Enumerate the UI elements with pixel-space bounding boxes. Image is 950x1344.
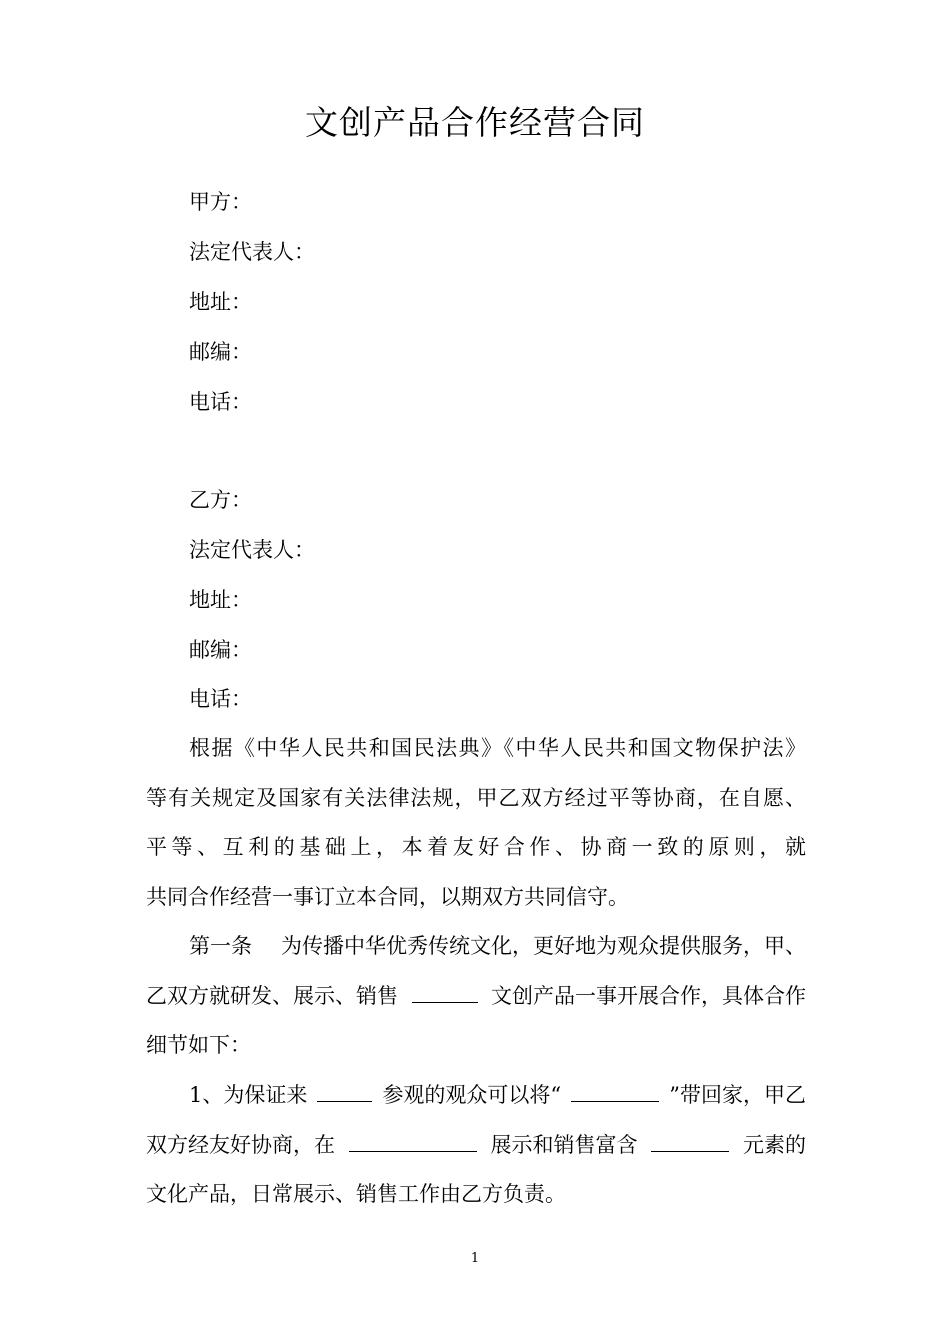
item-1-text: 双方经友好协商，在	[146, 1132, 335, 1157]
party-a-phone-label: 电话：	[189, 390, 252, 414]
article-1-text: 文创产品一事开展合作，具体合作	[491, 983, 806, 1008]
party-b-rep-label: 法定代表人：	[189, 538, 315, 562]
party-b-postcode-label: 邮编：	[189, 638, 252, 662]
party-a-rep-label: 法定代表人：	[189, 240, 315, 264]
item-1-text: 参观的观众可以将“	[382, 1083, 562, 1107]
item-1-line	[146, 1071, 806, 1121]
preamble-line: 共同合作经营一事订立本合同，以期双方共同信守。	[146, 884, 629, 909]
item-1-text: 展示和销售富含	[490, 1132, 638, 1157]
party-a-name-label: 甲方：	[189, 190, 252, 214]
fill-in-blank[interactable]	[651, 1127, 729, 1152]
article-1-line	[146, 922, 806, 972]
article-1-line: 细节如下：	[146, 1033, 251, 1057]
document-title: 文创产品合作经营合同	[305, 103, 645, 142]
party-b-address-label: 地址：	[189, 588, 252, 612]
party-a-postcode-label: 邮编：	[189, 340, 252, 364]
item-1-text: 元素的	[743, 1132, 806, 1157]
article-1-text: 为传播中华优秀传统文化，更好地为观众提供服务，甲、	[281, 934, 806, 958]
preamble-line: 等有关规定及国家有关法律法规，甲乙双方经过平等协商，在自愿、	[146, 785, 806, 810]
party-a-address-label: 地址：	[189, 290, 252, 314]
article-1-line	[146, 972, 806, 1022]
preamble-paragraph	[146, 724, 806, 922]
preamble-line: 根据《中华人民共和国民法典》《中华人民共和国文物保护法》	[189, 736, 806, 760]
article-1-text: 乙双方就研发、展示、销售	[146, 983, 398, 1008]
item-1-text: 1、为保证来	[189, 1083, 308, 1107]
fill-in-blank[interactable]	[317, 1077, 372, 1102]
article-1-paragraph	[146, 922, 806, 1071]
page-number: 1	[470, 1251, 480, 1266]
party-b-phone-label: 电话：	[189, 687, 252, 711]
item-1-paragraph	[146, 1071, 806, 1220]
item-1-text: ”带回家，甲乙	[669, 1083, 806, 1107]
party-b-name-label: 乙方：	[189, 488, 252, 512]
fill-in-blank[interactable]	[571, 1077, 659, 1102]
item-1-line	[146, 1121, 806, 1171]
fill-in-blank[interactable]	[412, 978, 478, 1003]
item-1-line: 文化产品，日常展示、销售工作由乙方负责。	[146, 1182, 566, 1206]
article-1-heading: 第一条	[189, 934, 252, 958]
fill-in-blank[interactable]	[349, 1127, 477, 1152]
preamble-line: 平等、互利的基础上，本着友好合作、协商一致的原则，就	[146, 835, 806, 859]
